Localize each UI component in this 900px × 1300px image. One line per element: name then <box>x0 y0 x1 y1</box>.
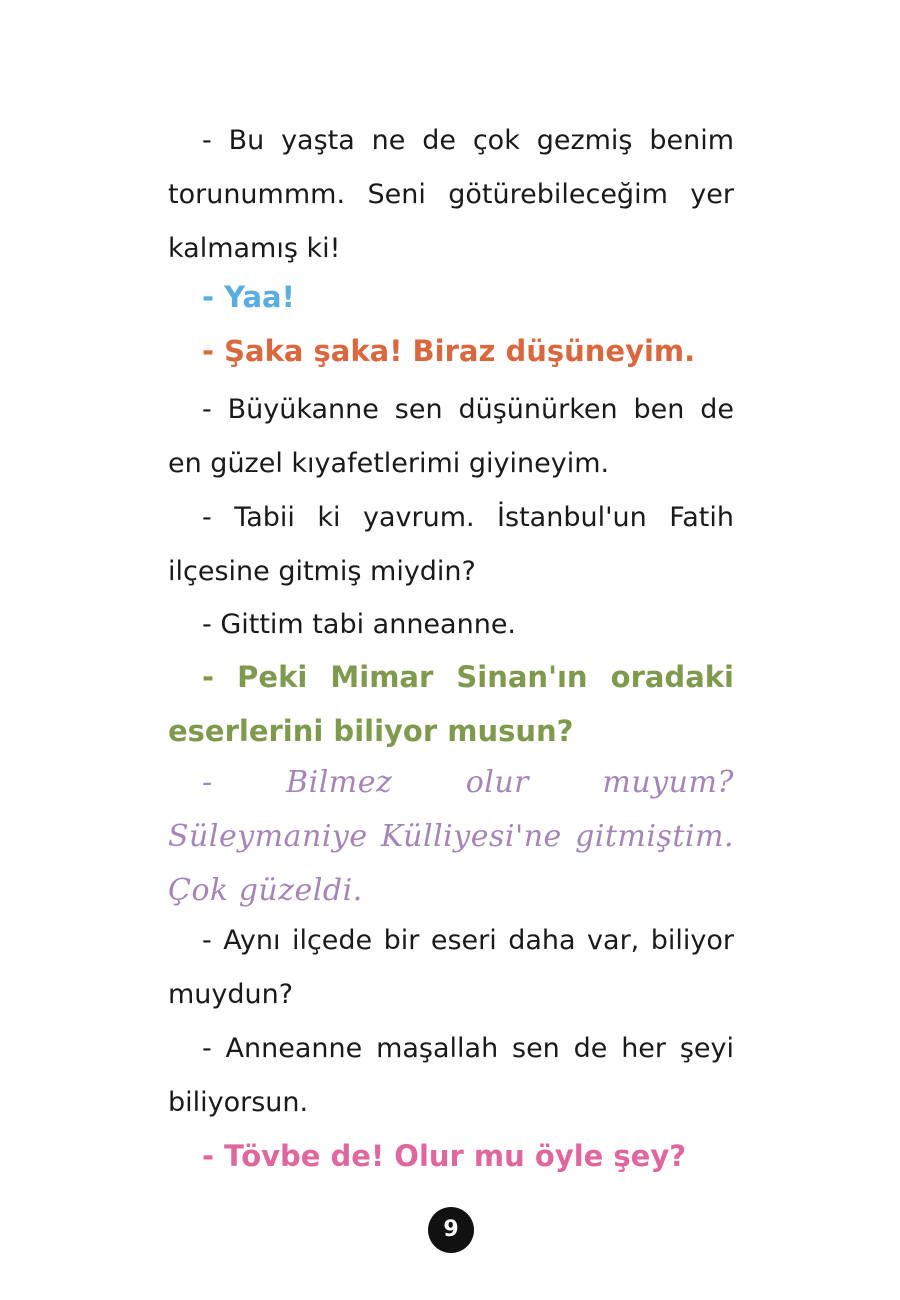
paragraph-tovbe: - Tövbe de! Olur mu öyle şey? <box>202 1139 687 1173</box>
paragraph-joke: - Şaka şaka! Biraz düşüneyim. <box>202 334 696 368</box>
paragraph-went-there: - Gittim tabi anneanne. <box>202 609 517 640</box>
page-number-badge: 9 <box>428 1207 474 1253</box>
paragraph-grandmother-traveled: - Bu yaşta ne de çok gezmiş benim torunummm. Seni götürebileceğim yer kalmamış ki! <box>168 125 734 264</box>
paragraph-suleymaniye: - Bilmez olur muyum? Süleymaniye Külliyesi'ne gitmiştim. Çok güzeldi. <box>168 765 734 908</box>
paragraph-yaa: - Yaa! <box>202 280 295 314</box>
paragraph-mashallah: - Anneanne maşallah sen de her şeyi biliyorsun. <box>168 1033 734 1118</box>
paragraph-another-work: - Aynı ilçede bir eseri daha var, biliyor muydun? <box>168 925 734 1010</box>
paragraph-fatih: - Tabii ki yavrum. İstanbul'un Fatih ilçesine gitmiş miydin? <box>168 502 734 587</box>
paragraph-mimar-sinan: - Peki Mimar Sinan'ın oradaki eserlerini biliyor musun? <box>168 660 734 748</box>
paragraph-clothes: - Büyükanne sen düşünürken ben de en güzel kıyafetlerimi giyineyim. <box>168 394 734 479</box>
